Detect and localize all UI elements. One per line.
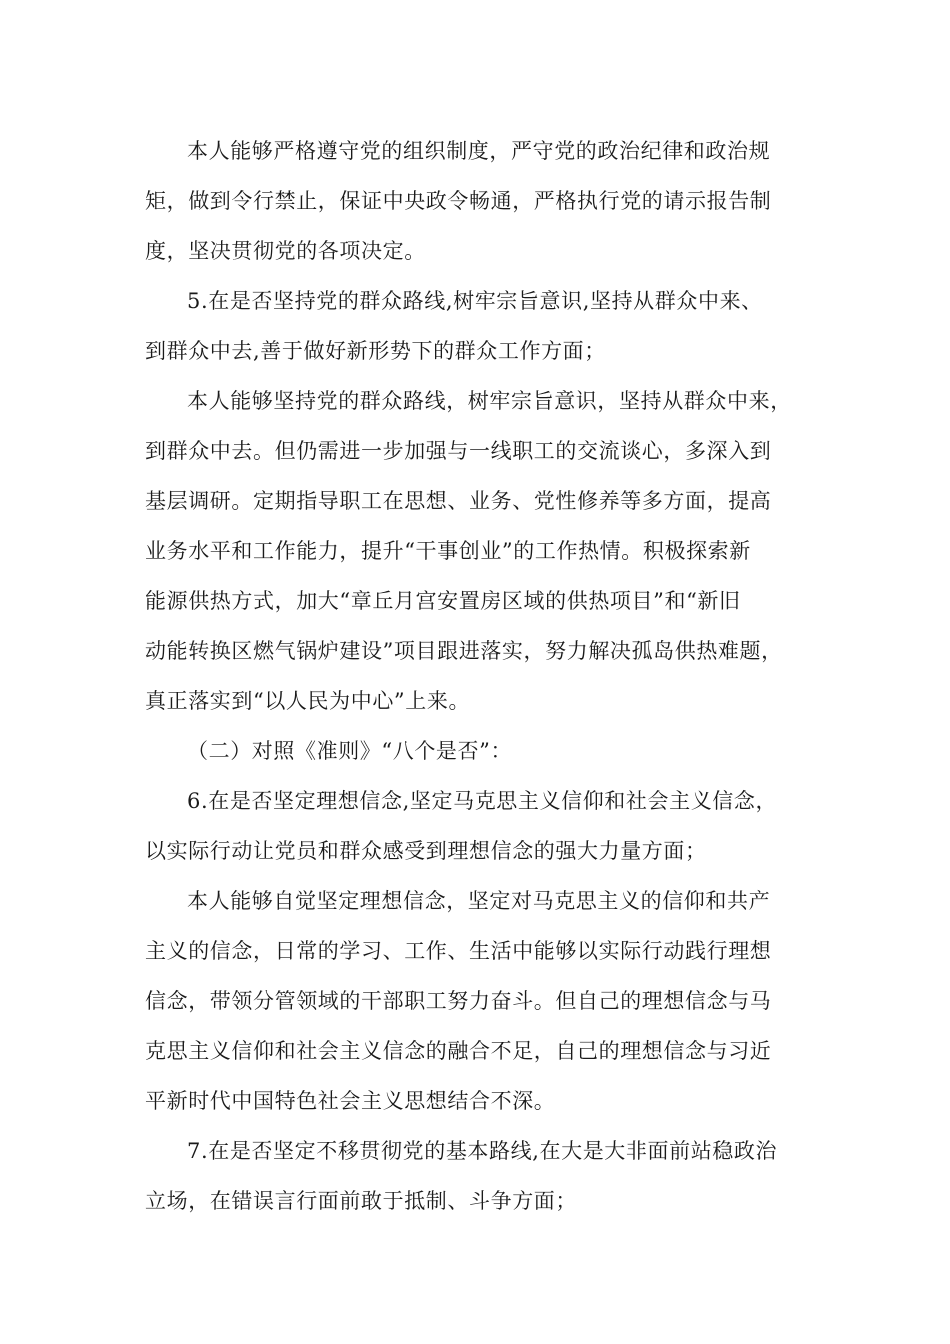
text-line: 动能转换区燃气锅炉建设”项目跟进落实，努力解决孤岛供热难题， xyxy=(145,639,783,663)
text-line: 平新时代中国特色社会主义思想结合不深。 xyxy=(145,1089,556,1113)
text-line: 以实际行动让党员和群众感受到理想信念的强大力量方面； xyxy=(145,839,707,863)
text-line: 6.在是否坚定理想信念,坚定马克思主义信仰和社会主义信念， xyxy=(187,789,778,813)
text-line: 矩，做到令行禁止，保证中央政令畅通，严格执行党的请示报告制 xyxy=(145,189,772,213)
text-line: 克思主义信仰和社会主义信念的融合不足，自己的理想信念与习近 xyxy=(145,1039,772,1063)
text-line: 主义的信念，日常的学习、工作、生活中能够以实际行动践行理想 xyxy=(145,939,772,963)
section-heading: （二）对照《准则》“八个是否”： xyxy=(187,739,513,763)
text-line: 到群众中去。但仍需进一步加强与一线职工的交流谈心，多深入到 xyxy=(145,439,772,463)
text-line: 业务水平和工作能力，提升“干事创业”的工作热情。积极探索新 xyxy=(145,539,751,563)
text-line: 5.在是否坚持党的群众路线,树牢宗旨意识,坚持从群众中来、 xyxy=(187,289,763,313)
text-line: 能源供热方式，加大“章丘月宫安置房区域的供热项目”和“新旧 xyxy=(145,589,741,613)
text-line: 本人能够坚持党的群众路线，树牢宗旨意识，坚持从群众中来， xyxy=(187,389,792,413)
text-line: 真正落实到“以人民为中心”上来。 xyxy=(145,689,471,713)
text-line: 基层调研。定期指导职工在思想、业务、党性修养等多方面，提高 xyxy=(145,489,772,513)
text-line: 度，坚决贯彻党的各项决定。 xyxy=(145,239,426,263)
text-line: 本人能够自觉坚定理想信念，坚定对马克思主义的信仰和共产 xyxy=(187,889,771,913)
text-line: 到群众中去,善于做好新形势下的群众工作方面； xyxy=(145,339,606,363)
text-line: 立场，在错误言行面前敢于抵制、斗争方面； xyxy=(145,1189,577,1213)
text-line: 7.在是否坚定不移贯彻党的基本路线,在大是大非面前站稳政治 xyxy=(187,1139,778,1163)
text-line: 信念，带领分管领域的干部职工努力奋斗。但自己的理想信念与马 xyxy=(145,989,772,1013)
text-line: 本人能够严格遵守党的组织制度，严守党的政治纪律和政治规 xyxy=(187,139,771,163)
